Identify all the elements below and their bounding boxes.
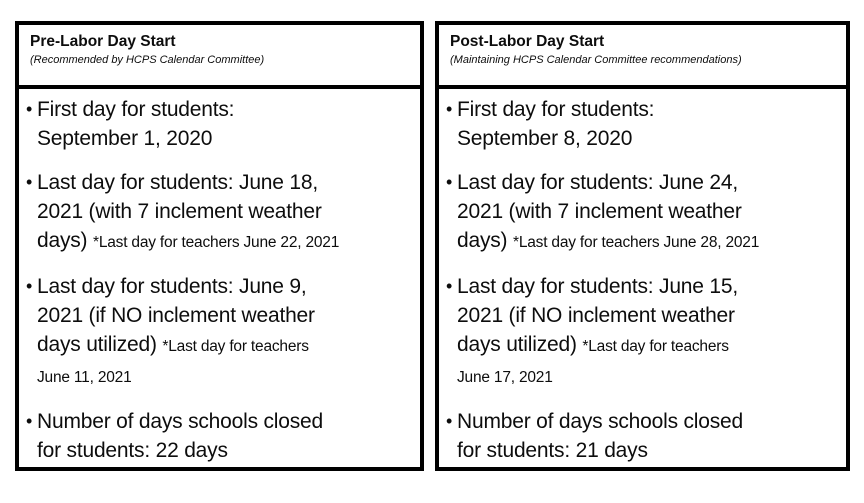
bullet-main-run: days utilized)	[37, 333, 163, 356]
bullet-main-run: First day for students:	[457, 98, 655, 121]
bullet-text-line	[457, 361, 738, 392]
bullet-text-line	[37, 272, 315, 301]
bullet-list	[19, 89, 420, 465]
bullet-footnote-run: *Last day for teachers June 28, 2021	[513, 234, 760, 251]
bullet-main-run: September 8, 2020	[457, 127, 633, 150]
bullet-main-run: Number of days schools closed	[37, 410, 324, 433]
bullet-marker-icon: •	[26, 276, 33, 296]
bullet-main-run: 2021 (with 7 inclement weather	[457, 200, 742, 223]
bullet-main-run: days)	[457, 229, 513, 252]
bullet-main-run: Last day for students: June 24,	[457, 171, 738, 194]
bullet-main-run: for students: 22 days	[37, 439, 228, 462]
bullet-marker-icon: •	[26, 99, 33, 119]
panel-subtitle: (Maintaining HCPS Calendar Committee recommendations)	[450, 54, 742, 66]
bullet-text-line	[457, 272, 738, 301]
panel-title: Post-Labor Day Start	[450, 33, 605, 50]
bullet-main-run: 2021 (if NO inclement weather	[457, 304, 735, 327]
bullet-item	[443, 95, 840, 153]
bullet-marker-icon: •	[446, 99, 453, 119]
bullet-text-line	[37, 436, 323, 465]
bullet-text	[457, 95, 654, 153]
bullet-text	[37, 168, 339, 257]
bullet-text-line	[457, 436, 743, 465]
bullet-text	[457, 407, 743, 465]
bullet-text-line	[457, 197, 759, 226]
bullet-item	[23, 272, 414, 392]
bullet-marker-icon: •	[26, 172, 33, 192]
bullet-main-run: First day for students:	[37, 98, 235, 121]
bullet-main-run: Last day for students: June 15,	[457, 275, 738, 298]
bullet-text-line	[37, 124, 234, 153]
bullet-text-line	[37, 226, 339, 257]
bullet-marker-icon: •	[26, 411, 33, 431]
panel-pre-labor-day	[15, 21, 424, 471]
bullet-footnote-run: *Last day for teachers	[162, 338, 309, 355]
bullet-text-line	[37, 301, 315, 330]
panel-subtitle: (Recommended by HCPS Calendar Committee)	[30, 54, 265, 66]
bullet-text-line	[457, 226, 759, 257]
bullet-text-line	[457, 95, 654, 124]
bullet-text	[37, 272, 315, 392]
bullet-text-line	[37, 361, 315, 392]
bullet-footnote-run: June 11, 2021	[37, 369, 132, 386]
bullet-text	[457, 272, 738, 392]
bullet-footnote-run: June 17, 2021	[457, 369, 553, 386]
panel-header	[19, 25, 420, 89]
bullet-list	[439, 89, 846, 465]
bullet-item	[443, 407, 840, 465]
bullet-text-line	[37, 168, 339, 197]
bullet-main-run: days)	[37, 229, 93, 252]
bullet-text	[37, 95, 234, 153]
bullet-main-run: Number of days schools closed	[457, 410, 744, 433]
panel-title: Pre-Labor Day Start	[30, 33, 176, 50]
bullet-item	[23, 407, 414, 465]
bullet-main-run: days utilized)	[457, 333, 583, 356]
bullet-footnote-run: *Last day for teachers June 22, 2021	[93, 234, 340, 251]
bullet-text-line	[37, 197, 339, 226]
bullet-main-run: for students: 21 days	[457, 439, 648, 462]
bullet-main-run: 2021 (if NO inclement weather	[37, 304, 315, 327]
bullet-marker-icon: •	[446, 411, 453, 431]
bullet-text-line	[457, 330, 738, 361]
bullet-footnote-run: *Last day for teachers	[582, 338, 729, 355]
bullet-text-line	[37, 95, 234, 124]
bullet-main-run: Last day for students: June 9,	[37, 275, 307, 298]
bullet-text-line	[457, 407, 743, 436]
bullet-marker-icon: •	[446, 276, 453, 296]
bullet-main-run: September 1, 2020	[37, 127, 213, 150]
bullet-text	[457, 168, 759, 257]
panel-header	[439, 25, 846, 89]
bullet-text-line	[37, 407, 323, 436]
bullet-item	[443, 272, 840, 392]
bullet-main-run: Last day for students: June 18,	[37, 171, 318, 194]
bullet-marker-icon: •	[446, 172, 453, 192]
bullet-text-line	[457, 168, 759, 197]
bullet-item	[443, 168, 840, 257]
panel-post-labor-day	[435, 21, 850, 471]
bullet-text-line	[457, 301, 738, 330]
bullet-text	[37, 407, 323, 465]
bullet-text-line	[37, 330, 315, 361]
bullet-item	[23, 168, 414, 257]
bullet-text-line	[457, 124, 654, 153]
bullet-main-run: 2021 (with 7 inclement weather	[37, 200, 322, 223]
bullet-item	[23, 95, 414, 153]
